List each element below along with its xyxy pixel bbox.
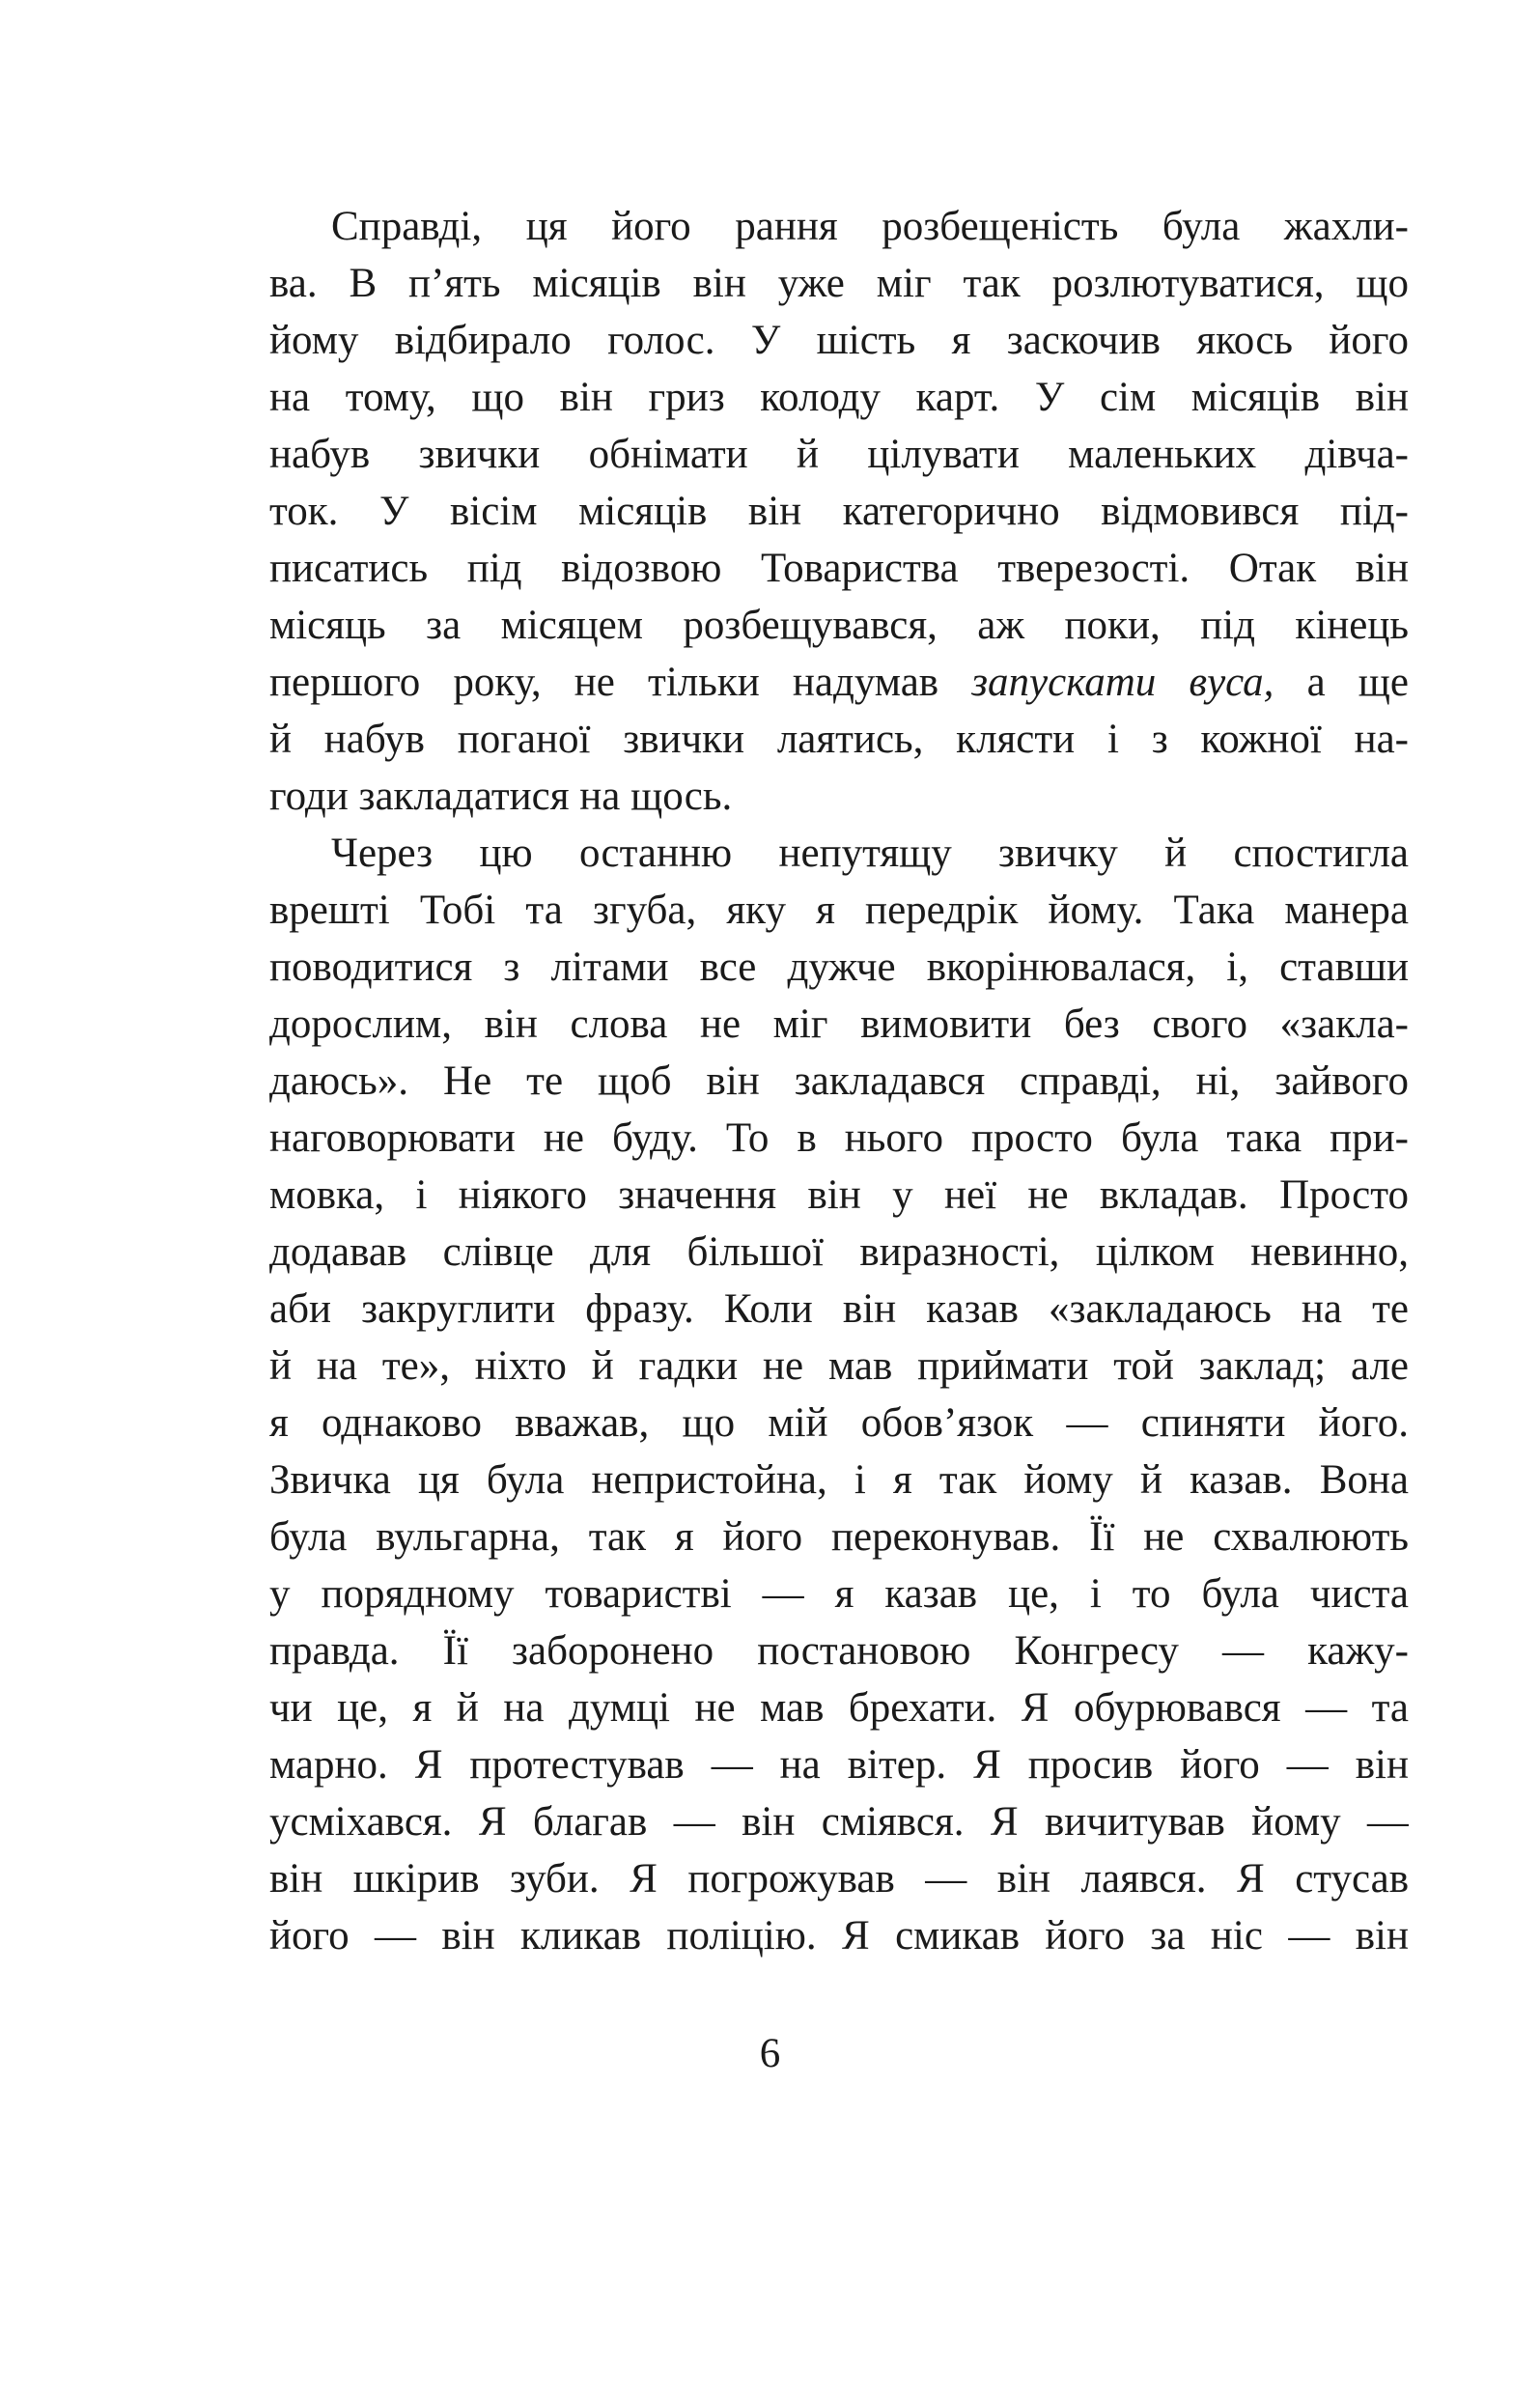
text-line: [269, 312, 1409, 369]
text-segment: правда. Її заборонено постановою Конгресу — кажу-: [269, 1628, 1409, 1674]
text-line: [269, 597, 1409, 654]
text-line: [269, 939, 1409, 996]
text-line: [269, 1508, 1409, 1565]
text-line: [269, 255, 1409, 312]
text-line: [269, 1224, 1409, 1281]
text-line: [269, 198, 1409, 255]
text-line: [269, 654, 1409, 711]
text-line: [269, 540, 1409, 597]
text-segment: й набув поганої звички лаятись, клясти і з кожної на-: [269, 717, 1409, 762]
text-line: [269, 1053, 1409, 1110]
text-line: [269, 882, 1409, 939]
text-segment: Через цю останню непутящу звичку й спостигла: [331, 831, 1409, 876]
text-segment: його — він кликав поліцію. Я смикав його за ніс — він: [269, 1913, 1409, 1959]
text-line: [269, 768, 1409, 825]
text-segment: даюсь». Не те щоб він закладався справді, ні, зайвого: [269, 1058, 1409, 1104]
text-segment: дорослим, він слова не міг вимовити без свого «закла-: [269, 1001, 1409, 1047]
text-line: [269, 711, 1409, 768]
text-line: [269, 483, 1409, 540]
text-line: [269, 1452, 1409, 1508]
text-line: [269, 426, 1409, 483]
text-segment: поводитися з літами все дужче вкорінювалася, і, ставши: [269, 944, 1409, 990]
text-segment: аби закруглити фразу. Коли він казав «закладаюсь на те: [269, 1286, 1409, 1332]
text-line: [269, 369, 1409, 426]
text-line: [269, 825, 1409, 882]
text-segment: Справді, ця його рання розбещеність була жахли-: [331, 204, 1409, 249]
text-line: [269, 1338, 1409, 1395]
text-segment: я однаково вважав, що мій обов’язок — спиняти його.: [269, 1400, 1409, 1446]
text-line: [269, 1281, 1409, 1338]
text-segment: місяць за місяцем розбещувався, аж поки, під кінець: [269, 603, 1409, 648]
text-segment: першого року, не тільки надумав: [269, 660, 972, 705]
text-segment: наговорювати не буду. То в нього просто була така при-: [269, 1115, 1409, 1161]
text-line: [269, 1622, 1409, 1679]
page-text: [269, 198, 1409, 1964]
text-segment: ток. У вісім місяців він категорично відмовився під-: [269, 489, 1409, 534]
text-line: [269, 1395, 1409, 1452]
page-number: 6: [759, 2031, 781, 2076]
paragraph: [269, 825, 1409, 1964]
italic-text-segment: запускати вуса,: [971, 660, 1274, 705]
text-segment: у порядному товаристві — я казав це, і то була чиста: [269, 1571, 1409, 1617]
text-line: [269, 1565, 1409, 1622]
text-line: [269, 1736, 1409, 1793]
text-segment: усміхався. Я благав — він сміявся. Я вичитував йому —: [269, 1799, 1409, 1845]
text-segment: на тому, що він гриз колоду карт. У сім місяців він: [269, 375, 1409, 420]
text-line: [269, 1793, 1409, 1850]
text-line: [269, 1850, 1409, 1907]
text-segment: була вульгарна, так я його переконував. Її не схвалюють: [269, 1514, 1409, 1560]
text-segment: мовка, і ніякого значення він у неї не вкладав. Просто: [269, 1172, 1409, 1218]
text-segment: ва. В п’ять місяців він уже міг так розлютуватися, що: [269, 261, 1409, 306]
text-segment: набув звички обнімати й цілувати маленьких дівча-: [269, 432, 1409, 477]
text-segment: чи це, я й на думці не мав брехати. Я обурювався — та: [269, 1685, 1409, 1731]
text-line: [269, 1167, 1409, 1224]
text-segment: марно. Я протестував — на вітер. Я просив його — він: [269, 1742, 1409, 1788]
text-segment: й на те», ніхто й гадки не мав приймати той заклад; але: [269, 1343, 1409, 1389]
text-segment: врешті Тобі та згуба, яку я передрік йому. Така манера: [269, 888, 1409, 933]
text-line: [269, 1110, 1409, 1167]
paragraph: [269, 198, 1409, 825]
text-segment: Звичка ця була непристойна, і я так йому й казав. Вона: [269, 1457, 1409, 1503]
text-line: [269, 1907, 1409, 1964]
text-segment: йому відбирало голос. У шість я заскочив якось його: [269, 318, 1409, 363]
text-segment: додавав слівце для більшої виразності, цілком невинно,: [269, 1229, 1409, 1275]
text-segment: а ще: [1274, 660, 1409, 705]
text-line: [269, 996, 1409, 1053]
text-line: [269, 1679, 1409, 1736]
text-segment: писатись під відозвою Товариства тверезості. Отак він: [269, 546, 1409, 591]
text-segment: годи закладатися на щось.: [269, 774, 733, 819]
text-segment: він шкірив зуби. Я погрожував — він лаявся. Я стусав: [269, 1856, 1409, 1902]
